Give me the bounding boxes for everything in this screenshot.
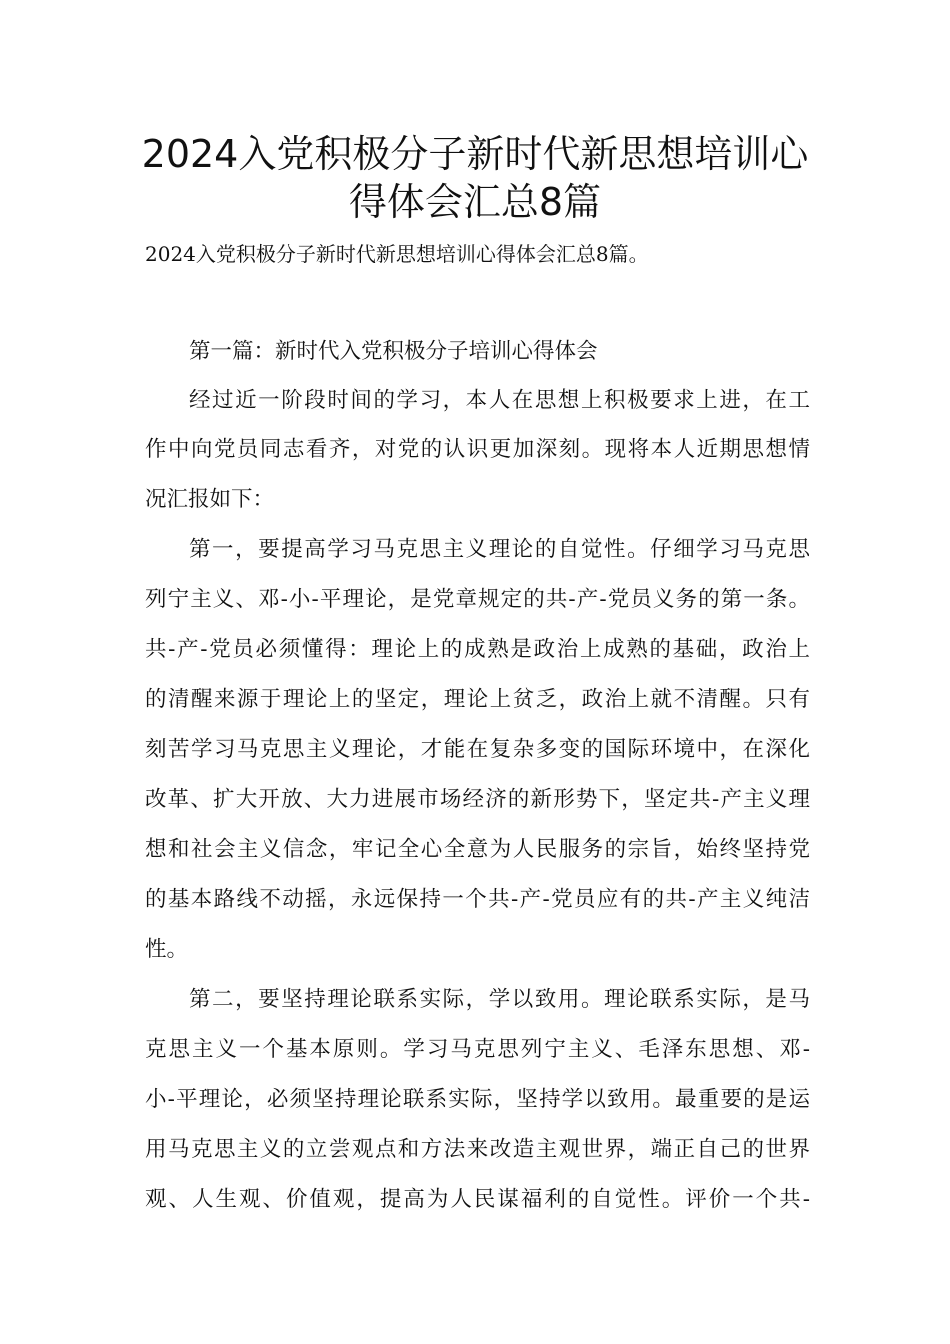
paragraph-line: 克思主义一个基本原则。学习马克思列宁主义、毛泽东思想、邓- bbox=[145, 1037, 810, 1062]
paragraph-line: 经过近一阶段时间的学习，本人在思想上积极要求上进，在工 bbox=[189, 388, 810, 413]
paragraph-line: 列宁主义、邓-小-平理论，是党章规定的共-产-党员义务的第一条。 bbox=[145, 587, 810, 612]
paragraph-line: 的清醒来源于理论上的坚定，理论上贫乏，政治上就不清醒。只有 bbox=[145, 687, 810, 712]
document-title-line-2: 得体会汇总8篇 bbox=[348, 180, 602, 224]
document-summary: 2024入党积极分子新时代新思想培训心得体会汇总8篇。 bbox=[145, 242, 649, 266]
paragraph-line: 作中向党员同志看齐，对党的认识更加深刻。现将本人近期思想情 bbox=[145, 437, 810, 462]
paragraph-line: 共-产-党员必须懂得：理论上的成熟是政治上成熟的基础，政治上 bbox=[145, 637, 810, 662]
paragraph-line: 刻苦学习马克思主义理论，才能在复杂多变的国际环境中，在深化 bbox=[145, 737, 810, 762]
paragraph-line: 性。 bbox=[145, 937, 189, 962]
paragraph-line: 观、人生观、价值观，提高为人民谋福利的自觉性。评价一个共- bbox=[145, 1187, 810, 1212]
section-heading: 第一篇：新时代入党积极分子培训心得体会 bbox=[189, 339, 598, 364]
paragraph-line: 想和社会主义信念，牢记全心全意为人民服务的宗旨，始终坚持党 bbox=[145, 837, 810, 862]
paragraph-line: 况汇报如下： bbox=[145, 487, 275, 512]
paragraph-line: 第一，要提高学习马克思主义理论的自觉性。仔细学习马克思 bbox=[189, 537, 810, 562]
paragraph-line: 小-平理论，必须坚持理论联系实际，坚持学以致用。最重要的是运 bbox=[145, 1087, 810, 1112]
paragraph-line: 用马克思主义的立尝观点和方法来改造主观世界，端正自己的世界 bbox=[145, 1137, 810, 1162]
paragraph-line: 改革、扩大开放、大力进展市场经济的新形势下，坚定共-产主义理 bbox=[145, 787, 810, 812]
paragraph-line: 第二，要坚持理论联系实际，学以致用。理论联系实际，是马 bbox=[189, 987, 810, 1012]
paragraph-line: 的基本路线不动摇，永远保持一个共-产-党员应有的共-产主义纯洁 bbox=[145, 887, 810, 912]
document-title-line-1: 2024入党积极分子新时代新思想培训心 bbox=[141, 132, 809, 176]
